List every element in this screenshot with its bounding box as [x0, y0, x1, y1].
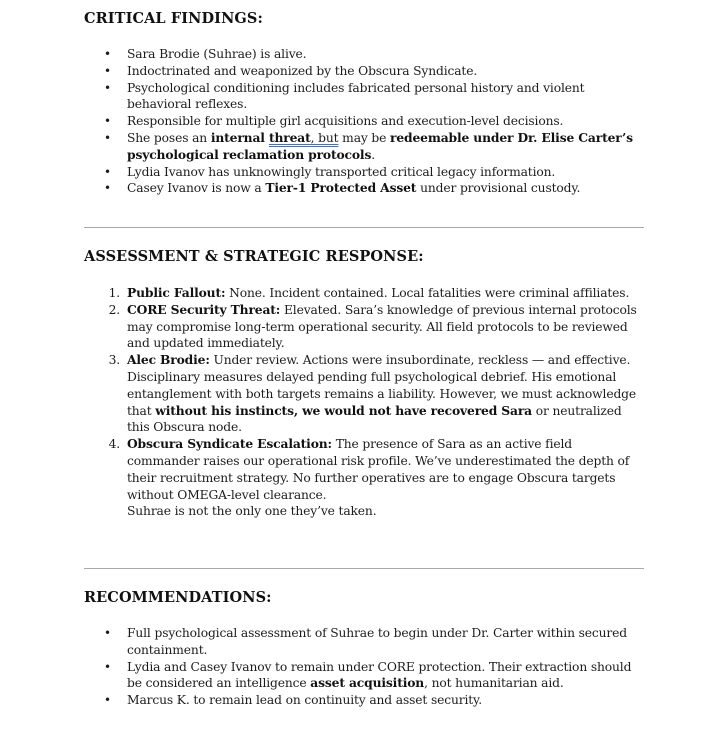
item-text: Casey Ivanov is now a	[127, 181, 266, 196]
flagged-text: , but	[310, 130, 339, 145]
bullet-icon: •	[104, 130, 111, 145]
item-bold-text: internal	[210, 129, 269, 145]
item-number: 3.	[108, 353, 120, 368]
list-item	[84, 164, 644, 181]
item-bold-text: asset acquisition	[310, 675, 425, 691]
list-item	[84, 180, 644, 197]
list-item	[84, 46, 644, 63]
list-item	[84, 352, 644, 436]
item-text: may be	[338, 130, 391, 145]
list-item	[84, 659, 644, 693]
bullet-icon: •	[104, 693, 111, 708]
assessment-list	[84, 285, 644, 520]
item-text: Psychological conditioning includes fabricated personal history and violent behavioral reflexes.	[127, 80, 585, 112]
item-text: Under review. Actions were insubordinate, reckless — and effective. Disciplinary measures delayed pending full psychological debrief. His emotional entanglement with both targets remains a liability. However, we must acknowledge that	[127, 353, 637, 418]
heading-critical-findings: CRITICAL FINDINGS:	[84, 10, 263, 27]
bullet-icon: •	[104, 114, 111, 129]
item-text: .	[371, 147, 375, 162]
horizontal-divider	[84, 227, 644, 228]
recommendations-list	[84, 625, 644, 709]
item-number: 4.	[108, 437, 120, 452]
item-label: Obscura Syndicate Escalation:	[127, 436, 332, 452]
bullet-icon: •	[104, 626, 111, 640]
item-label: Alec Brodie:	[127, 352, 210, 368]
item-number: 2.	[108, 302, 120, 317]
list-item	[84, 692, 644, 709]
item-text: The presence of Sara as an active field commander raises our operational risk profile. We’ve underestimated the depth of their recruitment strategy. No further operatives are to engage Obscura targets without OMEGA-level clearance.	[127, 437, 630, 502]
bullet-icon: •	[104, 659, 111, 674]
item-bold-text: without his instincts, we would not have recovered Sara	[155, 402, 532, 418]
bullet-icon: •	[104, 164, 111, 179]
item-text: Marcus K. to remain lead on continuity and asset security.	[127, 693, 482, 708]
list-item	[84, 113, 644, 130]
item-text: , not humanitarian aid.	[424, 676, 564, 691]
list-item	[84, 285, 644, 302]
horizontal-divider	[84, 568, 644, 569]
item-text: She poses an	[127, 130, 211, 145]
item-bold-text: redeemable under Dr. Elise Carter’s psychological reclamation protocols	[127, 129, 633, 162]
bullet-icon: •	[104, 47, 111, 61]
item-text: Full psychological assessment of Suhrae to begin under Dr. Carter within secured containment.	[127, 626, 627, 657]
heading-recommendations: RECOMMENDATIONS:	[84, 589, 272, 606]
heading-assessment: ASSESSMENT & STRATEGIC RESPONSE:	[84, 248, 424, 265]
item-label: CORE Security Threat:	[127, 301, 281, 317]
item-text: or neutralized this Obscura node.	[127, 403, 622, 435]
list-item	[84, 130, 644, 164]
list-item	[84, 625, 644, 659]
bullet-icon: •	[104, 181, 111, 196]
item-bold-text: Tier-1 Protected Asset	[265, 180, 417, 196]
item-text: Responsible for multiple girl acquisitions and execution-level decisions.	[127, 114, 564, 129]
bullet-icon: •	[104, 80, 111, 95]
item-text: Elevated. Sara’s knowledge of previous internal protocols may compromise long-term operational security. All field protocols to be reviewed and updated immediately.	[127, 302, 637, 351]
item-label: Public Fallout:	[127, 285, 226, 300]
critical-findings-list	[84, 46, 644, 197]
list-item	[84, 436, 644, 520]
grammar-suggestion[interactable]	[269, 131, 338, 145]
item-text: Indoctrinated and weaponized by the Obscura Syndicate.	[127, 63, 478, 78]
flagged-bold-text: threat	[268, 129, 311, 145]
item-text: Lydia and Casey Ivanov to remain under CORE protection. Their extraction should be considered an intelligence	[127, 659, 632, 691]
list-item	[84, 302, 644, 352]
item-text: under provisional custody.	[416, 181, 581, 196]
list-item	[84, 63, 644, 80]
item-text: Suhrae is not the only one they’ve taken.	[127, 504, 377, 519]
item-text: Sara Brodie (Suhrae) is alive.	[127, 47, 307, 61]
bullet-icon: •	[104, 63, 111, 78]
list-item	[84, 80, 644, 114]
item-text: None. Incident contained. Local fatalities were criminal affiliates.	[225, 286, 630, 300]
item-text: Lydia Ivanov has unknowingly transported critical legacy information.	[127, 164, 556, 179]
item-number: 1.	[108, 286, 120, 300]
